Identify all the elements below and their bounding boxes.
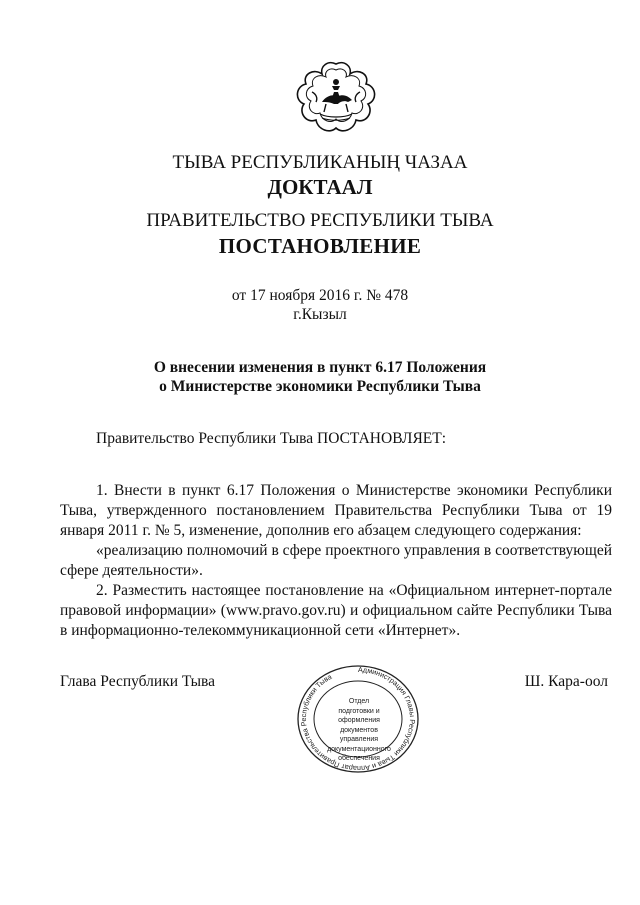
city: г.Кызыл xyxy=(293,306,347,323)
government-name: ПРАВИТЕЛЬСТВО РЕСПУБЛИКИ ТЫВА xyxy=(146,210,494,231)
paragraph-item-1-quote: «реализацию полномочий в сфере проектного управления в соответствующей сфере деятельности». xyxy=(60,542,612,579)
date-number: от 17 ноября 2016 г. № 478 xyxy=(231,287,409,304)
doc-type: ПОСТАНОВЛЕНИЕ xyxy=(218,234,422,258)
stamp-line: подготовки и xyxy=(338,707,380,715)
stamp-ring-text: Администрация Главы Республики Тыва и Аппарат Правительства Республики Тыва xyxy=(298,664,417,774)
signatory-name: Ш. Кара-оол xyxy=(524,673,608,690)
stamp-line: обеспечения xyxy=(338,755,380,762)
document-title-line2: о Министерстве экономики Республики Тыва xyxy=(159,378,481,395)
stamp-line: оформления документов xyxy=(338,717,380,734)
resolution-intro: Правительство Республики Тыва ПОСТАНОВЛЯЕТ: xyxy=(96,430,447,447)
document-title-line1: О внесении изменения в пункт 6.17 Положения xyxy=(153,359,487,376)
republic-emblem xyxy=(286,58,386,138)
stamp-line: документационного xyxy=(327,745,391,753)
doc-type-tuvan: ДОКТААЛ xyxy=(267,175,373,199)
paragraph-item-1: 1. Внести в пункт 6.17 Положения о Министерстве экономики Республики Тыва, утвержденного постановлением Правительства Республики Тыва от 19 января 2011 г. № 5, изменение, дополнив его абзацем следующего содержания: xyxy=(60,482,612,539)
republic-name-tuvan: ТЫВА РЕСПУБЛИКАНЫҢ ЧАЗАА xyxy=(172,152,468,173)
signatory-position: Глава Республики Тыва xyxy=(60,673,216,690)
paragraph-item-2: 2. Разместить настоящее постановление на «Официальном интернет-портале правовой информации» (www.pravo.gov.ru) и официальном сайте Республики Тыва в информационно-телекоммуникационной сети «Интернет». xyxy=(60,582,612,639)
stamp-line: Отдел xyxy=(348,698,370,705)
stamp-inner-text xyxy=(322,697,396,764)
stamp-line: управления xyxy=(339,736,379,743)
